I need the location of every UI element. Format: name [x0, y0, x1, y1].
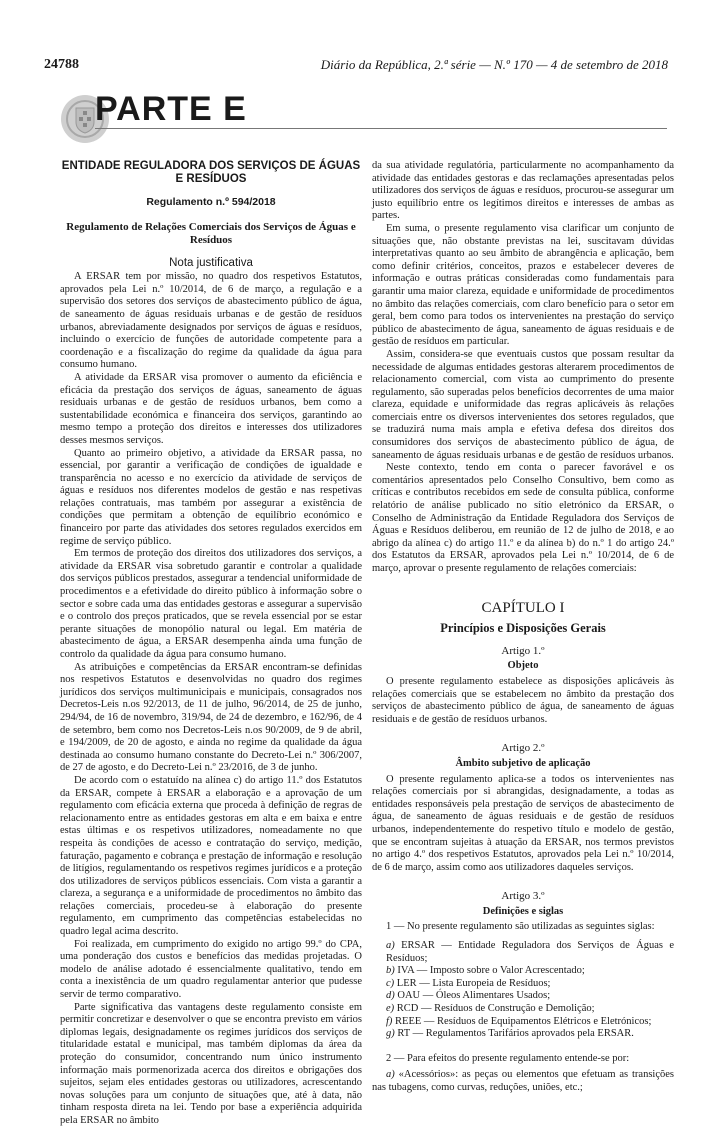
paragraph: Assim, considera-se que eventuais custos que possam resultar da necessidade de algumas entidades gestoras alterarem procedimentos de relacionamento comercial, com vista ao cumprimento do presente regulamento, são superadas pelos benefícios decorrentes de uma maior clareza, equidade e uniformidade das regras aplicáveis às relações comerciais entre os diversos intervenientes dos setores regulados, que se traduzirá numa mais ampla e efetiva defesa dos direitos dos consumidores dos serviços de abastecimento público de água, de saneamento de águas residuais urbanas e de gestão de resíduos urbanos.: [372, 348, 674, 461]
list-item: d) OAU — Óleos Alimentares Usados;: [386, 990, 551, 1002]
list-item: b) IVA — Imposto sobre o Valor Acrescentado;: [386, 965, 585, 977]
article-label: Artigo 1.º: [501, 644, 545, 657]
page-number: 24788: [44, 57, 79, 72]
acronym-list: [372, 940, 674, 1041]
paragraph: Parte significativa das vantagens deste regulamento consiste em permitir concretizar e desenvolver o que se encontra previsto em vários diplomas legais, designadamente os regimes jurídicos dos serviços de titularidade estatal e municipal, mas também diplomas da área da proteção do consumidor, concentrando num único instrumento informação mais pormenorizada acerca dos direitos e obrigações dos sujeitos, sejam eles entidades gestoras ou utilizadores, acrescentando novas soluções para um conjunto de situações que, até à data, não tinham resposta direta na lei. Tendo por base a experiência adquirida pela ERSAR no âmbito: [60, 1001, 362, 1126]
definition-item: a) «Acessórios»: as peças ou elementos que efetuam as transições nas tubagens, como curvas, reduções, uniões, etc.;: [372, 1069, 674, 1093]
paragraph: As atribuições e competências da ERSAR encontram-se definidas nos respetivos Estatutos e desenvolvidas no quadro dos regimes jurídicos dos serviços multimunicipais e municipais, consagrados nos Decretos-Leis n.os 92/2013, de 11 de julho, 96/2014, de 25 de junho, 294/94, de 16 de novembro, 319/94, de 24 de dezembro, e 162/96, de 4 de setembro, bem como nos Decretos-Leis n.os 90/2009, de 9 de abril, e 194/2009, de 20 de agosto, e ainda no regime da qualidade da água destinada ao consumo humano constante do Decreto-Lei n.º 306/2007, de 27 de agosto, e do Decreto-Lei n.º 23/2016, de 3 de junho.: [60, 661, 362, 774]
paragraph: da sua atividade regulatória, particularmente no acompanhamento da atividade das entidades gestoras e das reclamações apresentadas pelos utilizadores dos serviços de águas e resíduos, procurou-se assegurar um justo equilíbrio entre os legítimos direitos e interesses de ambas as partes.: [372, 160, 674, 222]
list-item: c) LER — Lista Europeia de Resíduos;: [386, 977, 551, 989]
paragraph: Foi realizada, em cumprimento do exigido no artigo 99.º do CPA, uma ponderação dos custos e benefícios das medidas projetadas. O modelo de análise adotado é essencialmente qualitativo, tendo em conta a inexistência de um quadro regulamentar anterior que pudesse servir de termo comparativo.: [60, 938, 362, 1001]
paragraph: Em suma, o presente regulamento visa clarificar um conjunto de situações que, não obstante previstas na lei, suscitavam dúvidas interpretativas quanto ao seu âmbito de abrangência e aplicação, bem como definir critérios, conceitos, prazos e estabelecer deveres de informação e outras práticas consideradas como fundamentais para garantir uma maior clareza, equidade e uniformidade de procedimentos no âmbito das relações comerciais, com claro benefício para o setor em geral, bem como para todos os intervenientes na prestação do serviço público de abastecimento de água, saneamento de águas residuais e de gestão de resíduos em particular.: [372, 222, 674, 348]
left-column: [60, 160, 362, 1128]
list-item: g) RT — Regulamentos Tarifários aprovados pela ERSAR.: [386, 1028, 634, 1040]
publication-header: Diário da República, 2.ª série — N.º 170 — 4 de setembro de 2018: [320, 57, 668, 72]
entity-name: ENTIDADE REGULADORA DOS SERVIÇOS DE ÁGUAS E RESÍDUOS: [61, 160, 361, 185]
paragraph: A atividade da ERSAR visa promover o aumento da eficiência e eficácia da prestação dos serviços de águas, saneamento de águas residuais urbanas e de gestão de resíduos urbanos, bem como a sustentabilidade económica e financeira dos serviços, garantindo ao mesmo tempo a proteção dos direitos e interesses dos utilizadores desses mesmos serviços.: [60, 371, 362, 446]
paragraph: De acordo com o estatuído na alínea c) do artigo 11.º dos Estatutos da ERSAR, compete à ERSAR a elaboração e a aprovação de um regulamento com eficácia externa que proceda à definição de regras de relacionamento entre as entidades gestoras em alta e em baixa e entre estas últimas e os respetivos utilizadores, nomeadamente no que respeita às condições de acesso e contratação do serviço, medição, faturação, pagamento e cobrança e prestação de informação e resolução de litígios, regulamentando os respetivos regimes jurídicos e a proteção dos utilizadores de serviços públicos essenciais. Com vista a garantir a clareza, a segurança e a uniformidade de procedimentos no âmbito das relações comerciais, procedeu-se à elaboração do presente regulamento, em cumprimento das competências estabelecidas no quadro legal acima descrito.: [60, 774, 362, 938]
article-clause: 2 — Para efeitos do presente regulamento entende-se por:: [386, 1052, 630, 1064]
article-text: O presente regulamento aplica-se a todos os intervenientes nas relações comerciais por si abrangidas, designadamente, a todas as entidades responsáveis pela prestação de serviços de abastecimento de água, de saneamento de águas residuais e de gestão de resíduos urbanos, independentemente do respetivo título e modelo de gestão, que se encontram sujeitas à atuação da ERSAR, nos termos previstos no artigo 4.º dos respetivos Estatutos, aprovados pela Lei n.º 10/2014, de 6 de março, assim como aos utilizadores daqueles serviços.: [372, 773, 674, 873]
part-title: PARTE E: [95, 90, 247, 128]
list-item: a) ERSAR — Entidade Reguladora dos Serviços de Águas e Resíduos;: [386, 940, 674, 964]
part-title-rule: [95, 128, 667, 129]
list-item: e) RCD — Resíduos de Construção e Demolição;: [386, 1003, 595, 1015]
paragraph: Quanto ao primeiro objetivo, a atividade da ERSAR passa, no essencial, por garantir a verificação de condições de igualdade e transparência no acesso e no exercício da atividade de serviços de águas e resíduos nos diferentes modelos de gestão e nas respetivas relações contratuais, mas também por assegurar a existência de condições que permitam a obtenção de equilíbrio económico e financeiro por parte das atividades dos setores regulados exercidos em regime de serviço público.: [60, 447, 362, 547]
paragraph: A ERSAR tem por missão, no quadro dos respetivos Estatutos, aprovados pela Lei n.º 10/2014, de 6 de março, a regulação e a supervisão dos setores dos serviços de abastecimento público de água, de saneamento de águas residuais urbanas e de gestão de resíduos urbanos, abreviadamente designados por serviços de águas e resíduos, incluindo o exercício de funções de autoridade competente para a coordenação e a fiscalização do regime da qualidade da água para consumo humano.: [60, 271, 362, 371]
article-label: Artigo 3.º: [501, 890, 545, 903]
article-label: Artigo 2.º: [501, 742, 545, 755]
article-text: O presente regulamento estabelece as disposições aplicáveis às relações comerciais que se estabelecem no âmbito da prestação dos serviços de abastecimento público de água, de saneamento de águas residuais e de gestão de resíduos urbanos.: [372, 675, 674, 725]
regulation-title: Regulamento de Relações Comerciais dos Serviços de Águas e Resíduos: [66, 220, 356, 246]
regulation-number: Regulamento n.º 594/2018: [146, 196, 276, 208]
article-title: Âmbito subjetivo de aplicação: [455, 757, 591, 769]
article-clause: 1 — No presente regulamento são utilizadas as seguintes siglas:: [386, 921, 655, 933]
right-column: [372, 160, 674, 1095]
paragraph: Neste contexto, tendo em conta o parecer favorável e os comentários apresentados pelo Conselho Consultivo, bem como as críticas e contributos recebidos em sede de consulta pública, conforme relatório de análise publicado no sítio eletrónico da ERSAR, o Conselho de Administração da Entidade Reguladora dos Serviços de Águas e Resíduos deliberou, em reunião de 12 de julho de 2018, e ao abrigo da alínea c) do artigo 11.º e da alínea b) do n.º 1 do artigo 24.º dos Estatutos da ERSAR, aprovados pela Lei n.º 10/2014, de 6 de março, aprovar o presente regulamento de relações comerciais:: [372, 462, 674, 574]
list-item: f) REEE — Resíduos de Equipamentos Elétricos e Eletrónicos;: [386, 1015, 652, 1027]
paragraph: Em termos de proteção dos direitos dos utilizadores dos serviços, a atividade da ERSAR visa sobretudo garantir e controlar a qualidade dos serviços públicos prestados, assegurar a tendencial uniformidade de procedimentos e a efetividade do direito público à informação sobre o sector e sobre cada uma das entidades gestoras e assegurar a supervisão e o controlo dos preços praticados, que se revela essencial por se estar perante situações de monopólio natural ou legal. Em matéria de abastecimento de água, a ERSAR desempenha ainda uma função de controlo da qualidade da água para consumo humano.: [60, 548, 362, 660]
article-title: Definições e siglas: [482, 905, 564, 917]
article-title: Objeto: [507, 660, 539, 672]
chapter-heading: CAPÍTULO I: [481, 599, 565, 616]
section-heading: Nota justificativa: [169, 256, 253, 269]
chapter-title: Princípios e Disposições Gerais: [440, 621, 606, 636]
